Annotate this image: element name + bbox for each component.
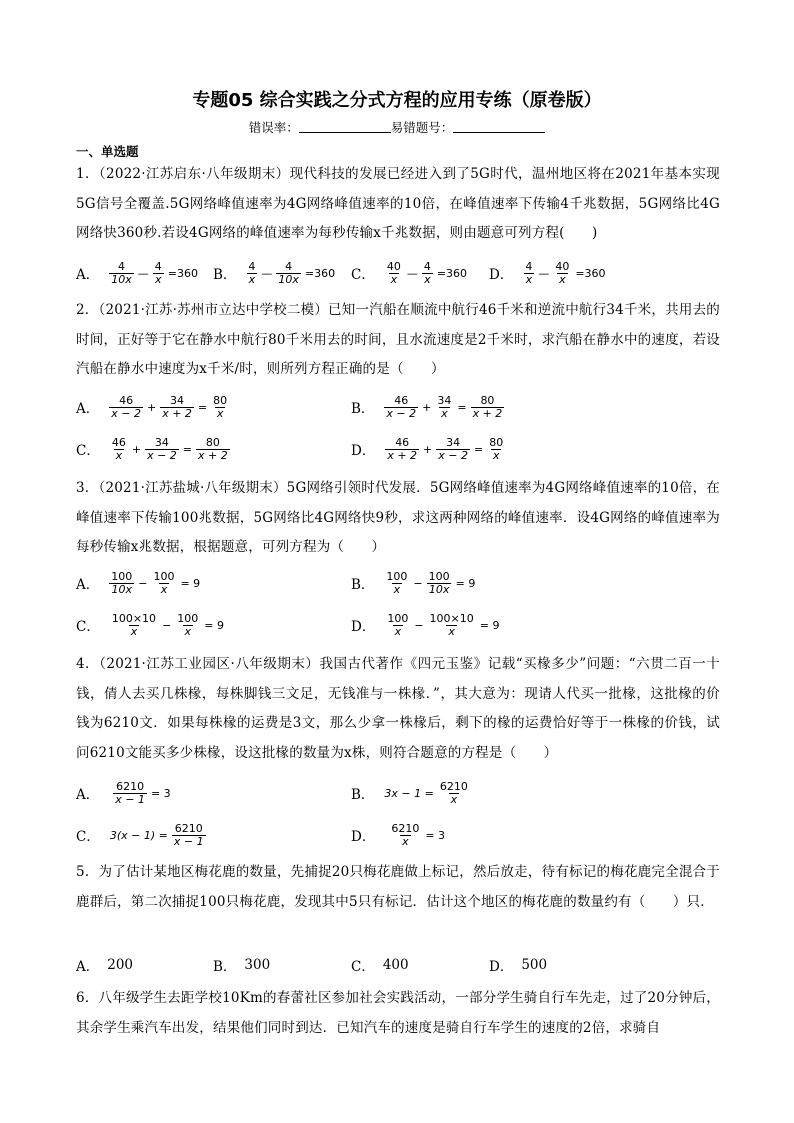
q2-option-b[interactable]: B． $\frac{46}{x - 2}$ + $\frac{34}{x}$ = $\frac{80}{x + 2}$ [351,393,503,420]
fraction: $\frac{80}{x}$ [489,435,504,462]
q5-option-b[interactable]: B． 300 [213,957,271,975]
fraction: $\frac{6210}{x - 1}$ [173,821,204,848]
question-4-options-row-2 [76,818,720,852]
fraction: $\frac{6210}{x - 1}$ [115,779,145,806]
q4-option-d[interactable]: D． $\frac{6210}{x}$ = 3 [351,821,446,848]
question-5-options [76,948,720,982]
fraction: $\frac{4}{x}$ [525,259,533,286]
error-rate-blank[interactable] [299,120,391,133]
q2-option-d[interactable]: D． $\frac{46}{x + 2}$ + $\frac{34}{x - 2}$ = $\frac{80}{x}$ [351,435,504,462]
q5-option-c[interactable]: C． 400 [351,957,409,975]
q3-option-d[interactable]: D． $\frac{100}{x}$ − $\frac{100\times 10}{x}$ = 9 [351,611,500,638]
fraction: $\frac{100\times 10}{x}$ [429,611,474,638]
q4-option-b[interactable]: B． 3x − 1 = $\frac{6210}{x}$ [351,779,468,806]
q1-option-b[interactable]: B． $\frac{4}{x}$ — $\frac{4}{10x}$ =360 [213,259,336,286]
q1-option-a[interactable]: A． $\frac{4}{10x}$ — $\frac{4}{x}$ =360 [76,259,198,286]
fraction: $\frac{100}{10x}$ [428,569,450,596]
fraction: $\frac{6210}{x}$ [439,779,468,806]
question-2-text: 2．（2021·江苏·苏州市立达中学校二模）已知一汽船在顺流中航行46千米和逆流中航行34千米，共用去的时间，正好等于它在静水中航行80千米用去的时间，且水流速度是2千米时，求汽船在静水中的速度，若设汽船在静水中速度为x千米/时，则所列方程正确的是（ ） [76,302,720,378]
fraction: $\frac{4}{x}$ [248,259,256,286]
q3-option-c[interactable]: C． $\frac{100\times 10}{x}$ − $\frac{100}{x}$ = 9 [76,611,224,638]
fraction: $\frac{4}{10x}$ [278,259,299,286]
question-3-text: 3．（2021·江苏盐城·八年级期末）5G网络引领时代发展．5G网络峰值速率为4G网络峰值速率的10倍，在峰值速率下传输100兆数据，5G网络比4G网络快9秒，求这两种网络的峰值速率．设4G网络的峰值速率为每秒传输x兆数据，根据题意，可列方程为（ ） [76,480,720,556]
q3-option-a[interactable]: A． $\frac{100}{10x}$ − $\frac{100}{x}$ = 9 [76,569,201,596]
fraction: $\frac{100}{10x}$ [111,569,133,596]
error-number-blank[interactable] [453,120,545,133]
fraction: $\frac{34}{x + 2}$ [162,393,192,420]
fraction: $\frac{100\times 10}{x}$ [111,611,157,638]
fraction: $\frac{100}{x}$ [153,569,175,596]
q1-option-d[interactable]: D． $\frac{4}{x}$ — $\frac{40}{x}$ =360 [489,259,606,286]
fraction: $\frac{34}{x - 2}$ [147,435,177,462]
fraction: $\frac{46}{x + 2}$ [387,435,418,462]
q2-option-a[interactable]: A． $\frac{46}{x - 2}$ + $\frac{34}{x + 2}$ = $\frac{80}{x}$ [76,393,228,420]
question-4-text: 4．（2021·江苏工业园区·八年级期末）我国古代著作《四元玉鉴》记载“买椽多少”问题：“六贯二百一十钱，倩人去买几株椽，每株脚钱三文足，无钱准与一株椽．”，其大意为：现请人代买一批椽，这批椽的价钱为6210文．如果每株椽的运费是3文，那么少拿一株椽后，剩下的椽的运费恰好等于一株椽的价钱，试问6210文能买多少株椽，设这批椽的数量为x株，则符合题意的方程是（ ） [76,656,720,761]
fraction: $\frac{34}{x}$ [437,393,452,420]
question-1-options [76,256,720,290]
q5-option-d[interactable]: D． 500 [489,957,548,975]
fraction: $\frac{100}{x}$ [177,611,199,638]
error-tracking-line [0,118,794,136]
fraction: $\frac{34}{x - 2}$ [438,435,468,462]
fraction: $\frac{46}{x}$ [111,435,126,462]
question-2-options-row-1 [76,390,720,424]
fraction: $\frac{40}{x}$ [555,259,570,286]
option-label: A． [76,267,100,283]
fraction: $\frac{80}{x + 2}$ [472,393,503,420]
fraction: $\frac{80}{x + 2}$ [198,435,228,462]
q3-option-b[interactable]: B． $\frac{100}{x}$ − $\frac{100}{10x}$ = 9 [351,569,476,596]
fraction: $\frac{4}{x}$ [154,259,162,286]
question-1-text: 1．（2022·江苏启东·八年级期末）现代科技的发展已经进入到了5G时代，温州地区将在2021年基本实现5G信号全覆盖.5G网络峰值速率为4G网络峰值速率的10倍，在峰值速率下传输4千兆数据，5G网络比4G网络快360秒.若设4G网络的峰值速率为每秒传输x千兆数据，则由题意可列方程( ) [76,166,720,242]
fraction: $\frac{100}{x}$ [386,569,408,596]
fraction: $\frac{6210}{x}$ [391,821,420,848]
fraction: $\frac{46}{x - 2}$ [111,393,141,420]
q1-option-c[interactable]: C． $\frac{40}{x}$ — $\frac{4}{x}$ =360 [351,259,468,286]
fraction: $\frac{4}{10x}$ [111,259,132,286]
q4-option-a[interactable]: A． $\frac{6210}{x - 1}$ = 3 [76,779,171,806]
q2-option-c[interactable]: C． $\frac{46}{x}$ + $\frac{34}{x - 2}$ = $\frac{80}{x + 2}$ [76,435,228,462]
page-title: 专题05 综合实践之分式方程的应用专练（原卷版） [192,90,602,111]
question-6-text: 6．八年级学生去距学校10Km的春蕾社区参加社会实践活动，一部分学生骑自行车先走，过了20分钟后，其余学生乘汽车出发，结果他们同时到达．已知汽车的速度是骑自行车学生的速度的2倍，求骑自 [76,990,720,1036]
question-5-text: 5．为了估计某地区梅花鹿的数量，先捕捉20只梅花鹿做上标记，然后放走，待有标记的梅花鹿完全混合于鹿群后，第二次捕捉100只梅花鹿，发现其中5只有标记．估计这个地区的梅花鹿的数量约有（ ）只． [76,864,720,910]
error-number-label: 易错题号： [390,120,454,135]
fraction: $\frac{40}{x}$ [386,259,401,286]
fraction: $\frac{100}{x}$ [387,611,409,638]
error-rate-label: 错误率： [248,120,299,135]
q5-option-a[interactable]: A． 200 [76,957,134,975]
question-2-options-row-2 [76,432,720,466]
fraction: $\frac{46}{x - 2}$ [386,393,417,420]
section-heading: 一、单选题 [76,144,139,159]
fraction: $\frac{80}{x}$ [213,393,228,420]
fraction: $\frac{4}{x}$ [423,259,431,286]
q4-option-c[interactable]: C． 3(x − 1) = $\frac{6210}{x - 1}$ [76,821,204,848]
question-3-options-row-1 [76,566,720,600]
question-4-options-row-1 [76,776,720,810]
question-3-options-row-2 [76,608,720,642]
